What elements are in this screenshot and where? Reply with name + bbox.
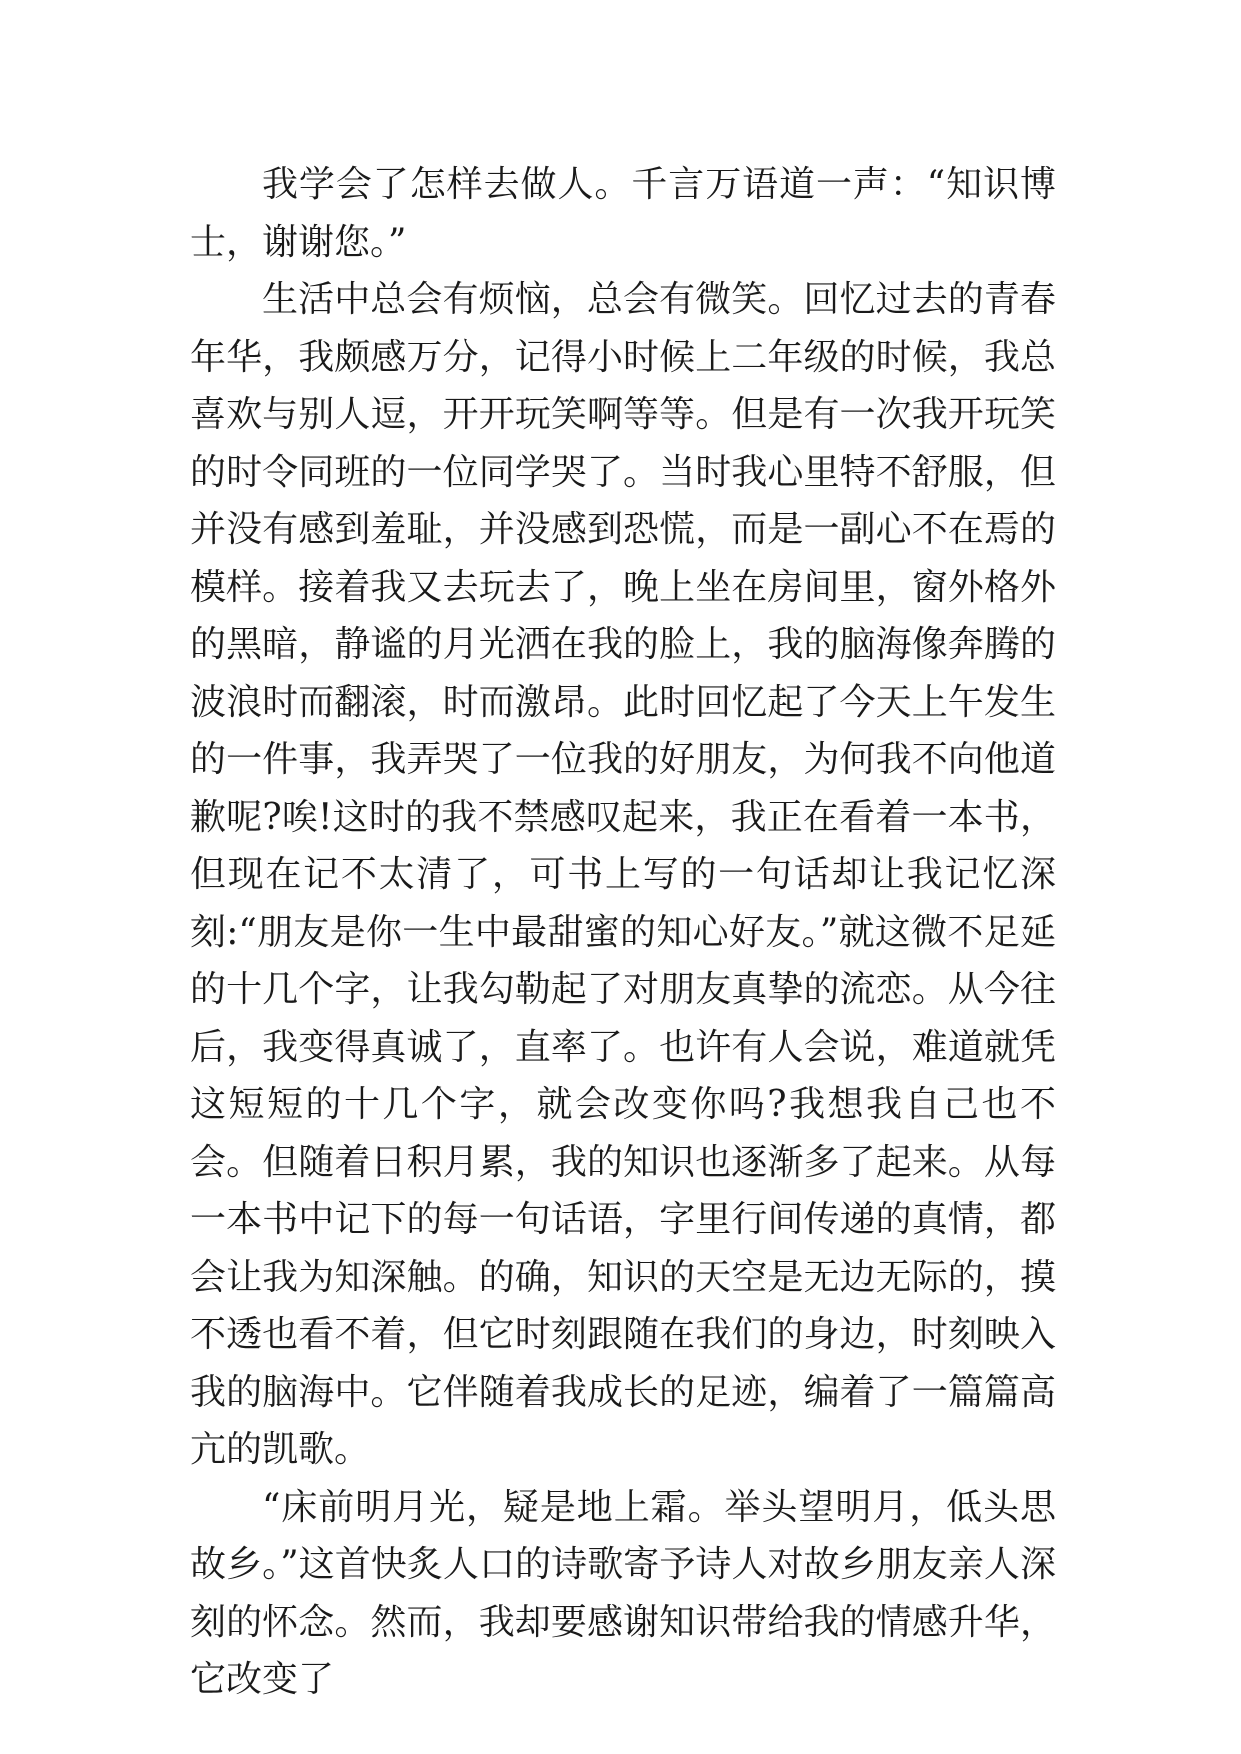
paragraph: “床前明月光，疑是地上霜。举头望明月，低头思故乡。”这首快炙人口的诗歌寄予诗人对故乡朋友亲人深刻的怀念。然而，我却要感谢知识带给我的情感升华，它改变了 [190, 1486, 1056, 1700]
paragraph: 我学会了怎样去做人。千言万语道一声：“知识博士，谢谢您。” [190, 164, 1056, 263]
document-body [190, 156, 1056, 1709]
paragraph: 生活中总会有烦恼，总会有微笑。回忆过去的青春年华，我颇感万分，记得小时候上二年级的时候，我总喜欢与别人逗，开开玩笑啊等等。但是有一次我开玩笑的时令同班的一位同学哭了。当时我心里特不舒服，但并没有感到羞耻，并没感到恐慌，而是一副心不在焉的模样。接着我又去玩去了，晚上坐在房间里，窗外格外的黑暗，静谧的月光洒在我的脸上，我的脑海像奔腾的波浪时而翻滚，时而激昂。此时回忆起了今天上午发生的一件事，我弄哭了一位我的好朋友，为何我不向他道歉呢?唉!这时的我不禁感叹起来，我正在看着一本书，但现在记不太清了，可书上写的一句话却让我记忆深刻:“朋友是你一生中最甜蜜的知心好友。”就这微不足延的十几个字，让我勾勒起了对朋友真挚的流恋。从今往后，我变得真诚了，直率了。也许有人会说，难道就凭这短短的十几个字，就会改变你吗?我想我自己也不会。但随着日积月累，我的知识也逐渐多了起来。从每一本书中记下的每一句话语，字里行间传递的真情，都会让我为知深触。的确，知识的天空是无边无际的，摸不透也看不着，但它时刻跟随在我们的身边，时刻映入我的脑海中。它伴随着我成长的足迹，编着了一篇篇高亢的凯歌。 [190, 279, 1056, 1470]
